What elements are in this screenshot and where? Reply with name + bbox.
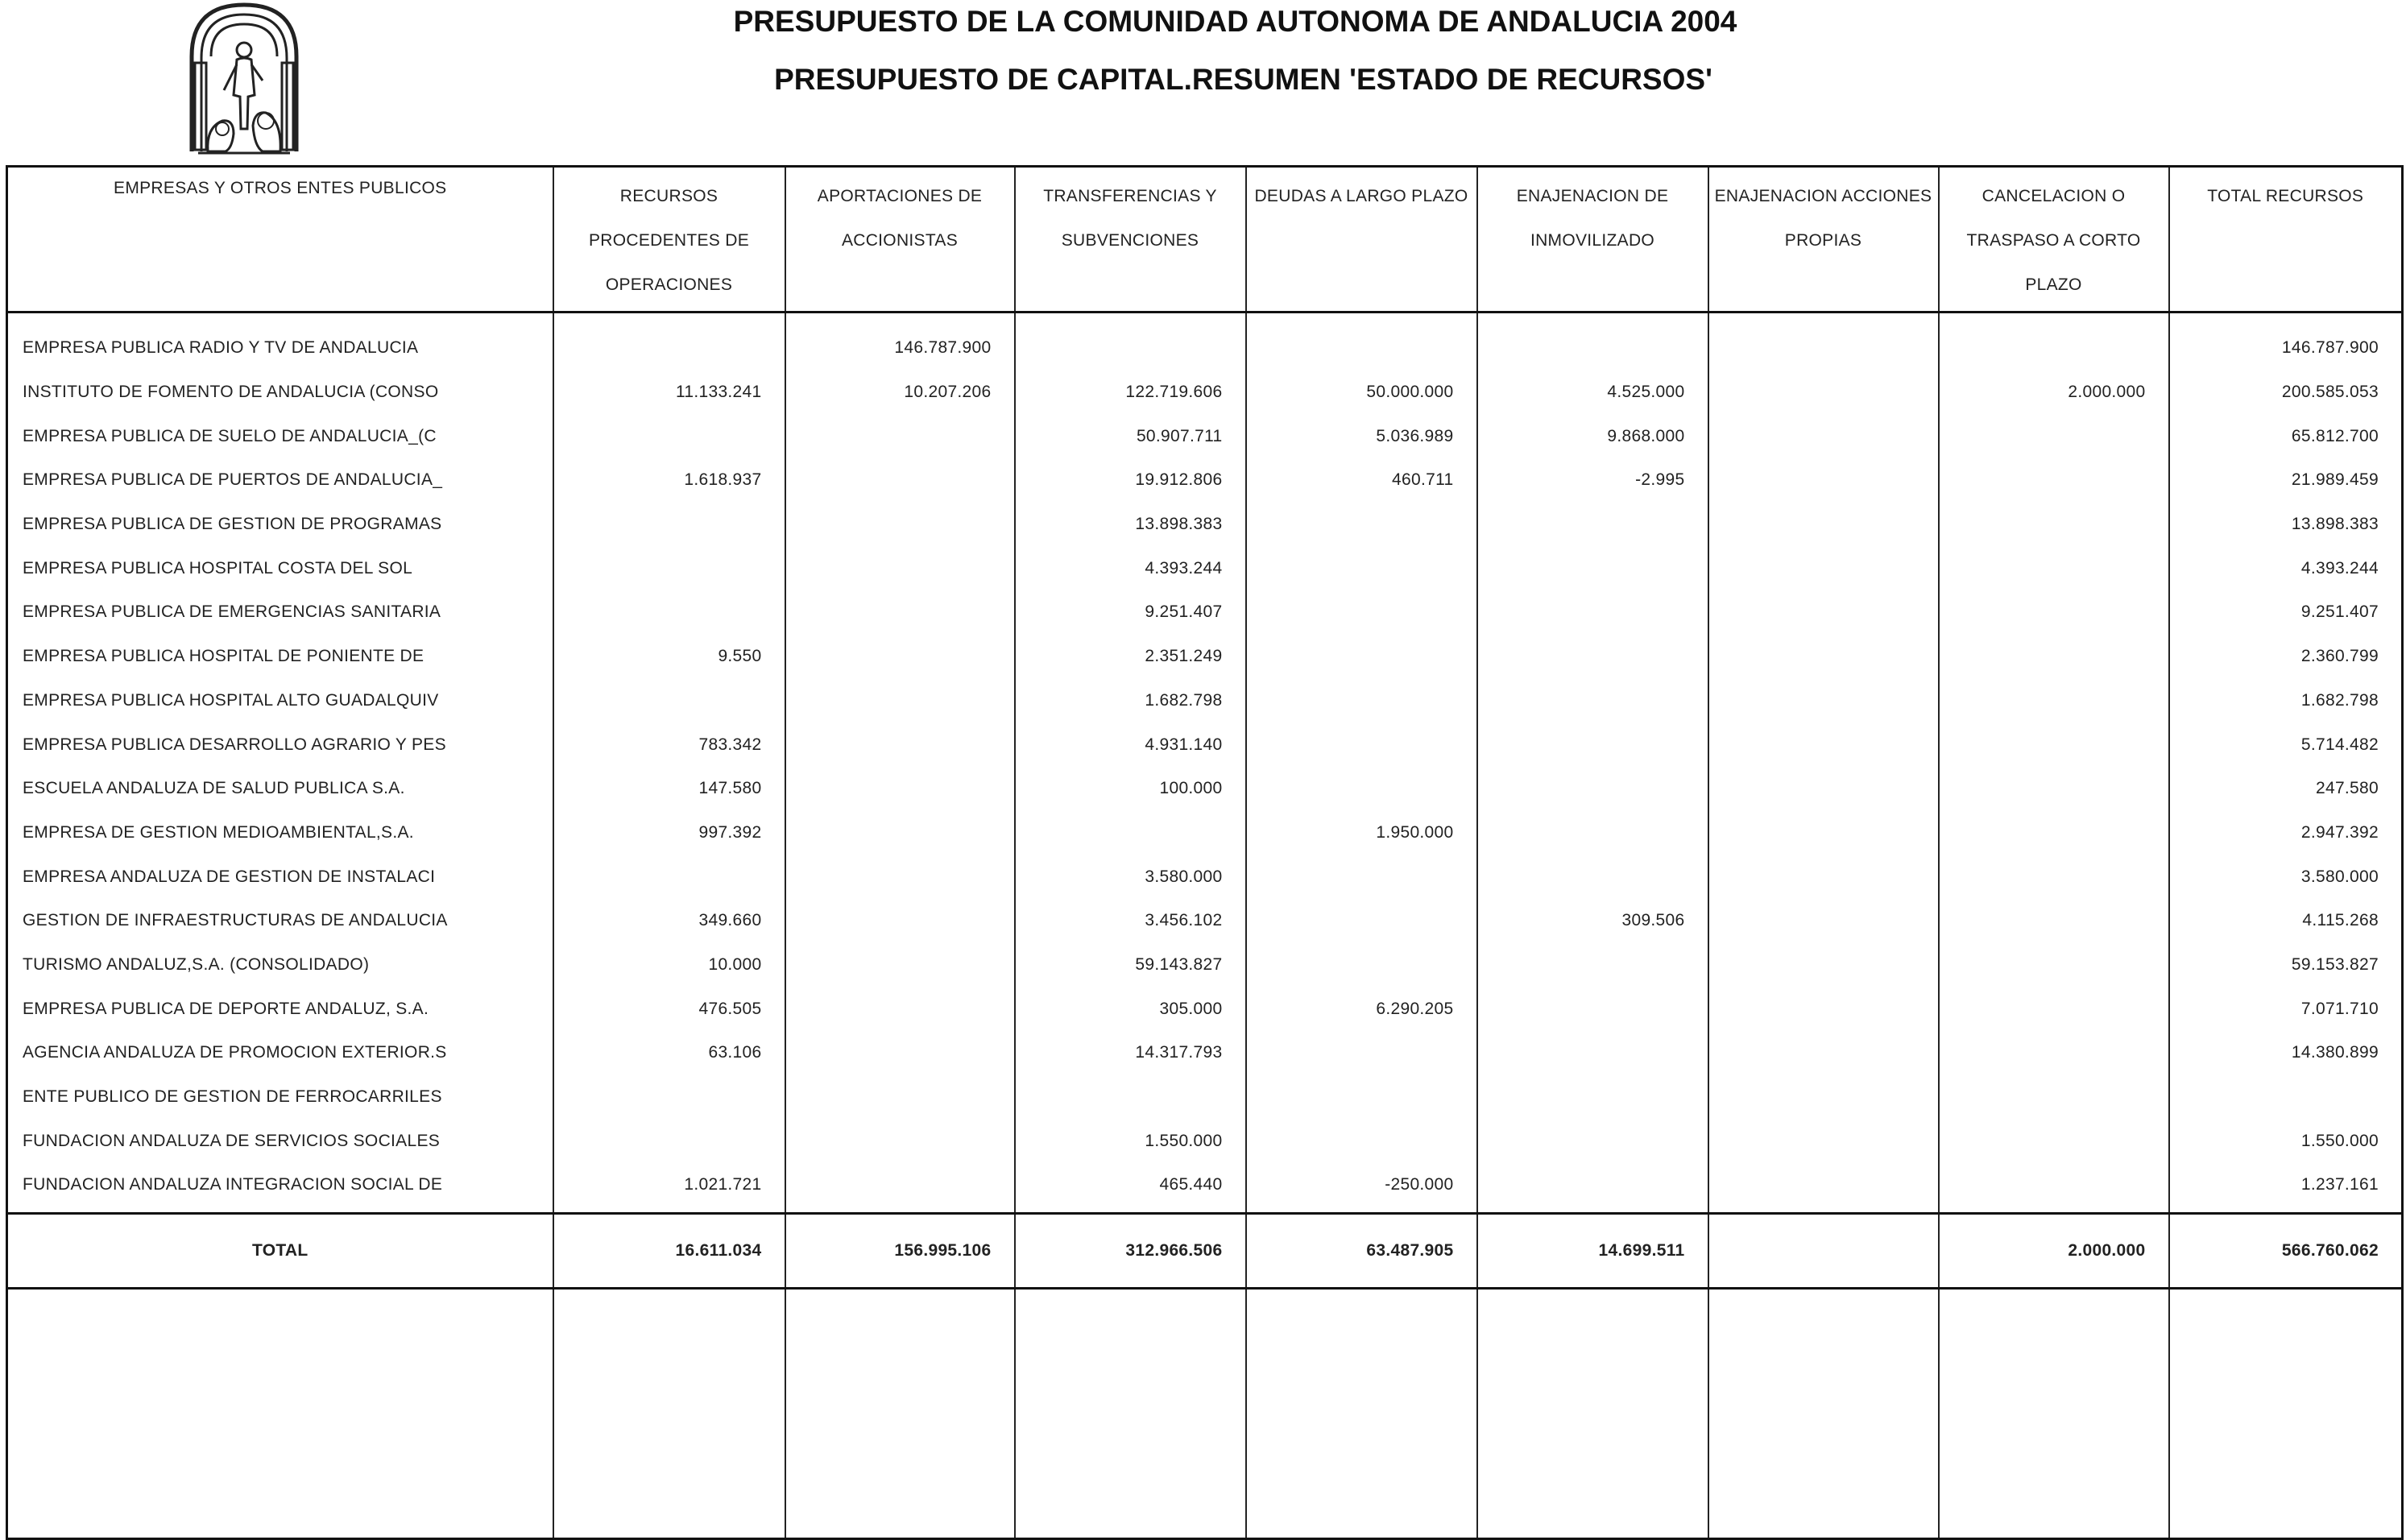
amount-cell — [553, 679, 785, 723]
amount-cell — [553, 590, 785, 635]
amount-cell: 63.106 — [553, 1031, 785, 1075]
amount-cell — [553, 326, 785, 371]
amount-cell — [1939, 899, 2169, 943]
total-row — [7, 1213, 2403, 1288]
amount-cell: 59.153.827 — [2169, 943, 2403, 987]
amount-cell — [1708, 899, 1939, 943]
amount-cell — [1477, 987, 1708, 1031]
amount-cell — [1708, 679, 1939, 723]
amount-cell — [1477, 546, 1708, 590]
entity-name-cell: TURISMO ANDALUZ,S.A. (CONSOLIDADO) — [7, 943, 553, 987]
amount-cell — [1246, 1119, 1477, 1163]
table-row — [7, 503, 2403, 547]
amount-cell — [1246, 1207, 1477, 1214]
amount-cell: 100.000 — [1015, 767, 1246, 811]
resources-table — [6, 165, 2404, 1540]
amount-cell: 14.380.899 — [2169, 1031, 2403, 1075]
amount-cell — [1708, 546, 1939, 590]
amount-cell — [785, 722, 1015, 767]
entity-name-cell: EMPRESA PUBLICA RADIO Y TV DE ANDALUCIA — [7, 326, 553, 371]
table-body — [7, 167, 2403, 1539]
entity-name-cell: INSTITUTO DE FOMENTO DE ANDALUCIA (CONSO — [7, 371, 553, 415]
amount-cell: 566.760.062 — [2169, 1213, 2403, 1288]
entity-name-cell: EMPRESA PUBLICA HOSPITAL COSTA DEL SOL — [7, 546, 553, 590]
table-row — [7, 1119, 2403, 1163]
amount-cell: 2.360.799 — [2169, 635, 2403, 679]
entity-name-cell: FUNDACION ANDALUZA DE SERVICIOS SOCIALES — [7, 1119, 553, 1163]
amount-cell — [1477, 943, 1708, 987]
amount-cell — [1246, 503, 1477, 547]
table-row — [7, 590, 2403, 635]
amount-cell: -250.000 — [1246, 1163, 1477, 1207]
table-row — [7, 722, 2403, 767]
amount-cell: 4.393.244 — [2169, 546, 2403, 590]
amount-cell — [1246, 855, 1477, 899]
amount-cell — [785, 590, 1015, 635]
amount-cell — [1708, 371, 1939, 415]
column-header: TRANSFERENCIAS Y SUBVENCIONES — [1015, 167, 1246, 313]
amount-cell — [1246, 943, 1477, 987]
amount-cell — [1246, 899, 1477, 943]
amount-cell: 14.317.793 — [1015, 1031, 1246, 1075]
amount-cell: 783.342 — [553, 722, 785, 767]
amount-cell — [785, 1288, 1015, 1538]
amount-cell: 10.207.206 — [785, 371, 1015, 415]
entity-name-cell: GESTION DE INFRAESTRUCTURAS DE ANDALUCIA — [7, 899, 553, 943]
column-header: EMPRESAS Y OTROS ENTES PUBLICOS — [7, 167, 553, 313]
amount-cell: 4.525.000 — [1477, 371, 1708, 415]
amount-cell — [1939, 1031, 2169, 1075]
amount-cell: 460.711 — [1246, 458, 1477, 503]
amount-cell: 9.251.407 — [2169, 590, 2403, 635]
amount-cell — [1477, 1163, 1708, 1207]
amount-cell — [1246, 590, 1477, 635]
amount-cell — [2169, 1075, 2403, 1120]
table-row — [7, 855, 2403, 899]
amount-cell — [1477, 326, 1708, 371]
amount-cell — [1246, 635, 1477, 679]
table-row — [7, 899, 2403, 943]
amount-cell — [1939, 503, 2169, 547]
column-header: APORTACIONES DE ACCIONISTAS — [785, 167, 1015, 313]
amount-cell: 1.682.798 — [1015, 679, 1246, 723]
amount-cell: 997.392 — [553, 811, 785, 855]
amount-cell — [1939, 635, 2169, 679]
amount-cell — [1708, 1213, 1939, 1288]
amount-cell — [1477, 590, 1708, 635]
amount-cell — [1015, 811, 1246, 855]
amount-cell — [1015, 1075, 1246, 1120]
amount-cell: 4.393.244 — [1015, 546, 1246, 590]
table-row — [7, 635, 2403, 679]
amount-cell: 3.580.000 — [2169, 855, 2403, 899]
amount-cell — [1477, 1288, 1708, 1538]
amount-cell: 4.115.268 — [2169, 899, 2403, 943]
amount-cell — [1246, 1075, 1477, 1120]
amount-cell: 1.550.000 — [2169, 1119, 2403, 1163]
amount-cell: 13.898.383 — [2169, 503, 2403, 547]
amount-cell — [785, 414, 1015, 458]
amount-cell: 1.682.798 — [2169, 679, 2403, 723]
column-header: ENAJENACION DE INMOVILIZADO — [1477, 167, 1708, 313]
amount-cell — [1246, 722, 1477, 767]
table-row — [7, 943, 2403, 987]
amount-cell — [553, 1207, 785, 1214]
amount-cell — [2169, 1207, 2403, 1214]
amount-cell — [1708, 1207, 1939, 1214]
amount-cell — [553, 1288, 785, 1538]
table-row — [7, 987, 2403, 1031]
amount-cell — [1246, 1288, 1477, 1538]
entity-name-cell: EMPRESA PUBLICA DE EMERGENCIAS SANITARIA — [7, 590, 553, 635]
amount-cell — [553, 503, 785, 547]
entity-name-cell: EMPRESA PUBLICA DE PUERTOS DE ANDALUCIA_ — [7, 458, 553, 503]
amount-cell — [785, 811, 1015, 855]
entity-name-cell: FUNDACION ANDALUZA INTEGRACION SOCIAL DE — [7, 1163, 553, 1207]
amount-cell — [1939, 722, 2169, 767]
amount-cell — [1939, 855, 2169, 899]
amount-cell — [1708, 1075, 1939, 1120]
table-row — [7, 767, 2403, 811]
amount-cell: 11.133.241 — [553, 371, 785, 415]
amount-cell — [1708, 855, 1939, 899]
amount-cell: 309.506 — [1477, 899, 1708, 943]
amount-cell — [1477, 811, 1708, 855]
amount-cell — [1246, 679, 1477, 723]
amount-cell: 13.898.383 — [1015, 503, 1246, 547]
amount-cell — [785, 546, 1015, 590]
entity-name-cell: TOTAL — [7, 1213, 553, 1288]
amount-cell — [1708, 503, 1939, 547]
table-row — [7, 371, 2403, 415]
amount-cell: 312.966.506 — [1015, 1213, 1246, 1288]
amount-cell — [1477, 679, 1708, 723]
entity-name-cell: EMPRESA ANDALUZA DE GESTION DE INSTALACI — [7, 855, 553, 899]
entity-name-cell: EMPRESA PUBLICA DE SUELO DE ANDALUCIA_(C — [7, 414, 553, 458]
amount-cell — [1708, 722, 1939, 767]
amount-cell — [785, 943, 1015, 987]
entity-name-cell: EMPRESA PUBLICA HOSPITAL DE PONIENTE DE — [7, 635, 553, 679]
amount-cell — [1477, 767, 1708, 811]
entity-name-cell: EMPRESA PUBLICA HOSPITAL ALTO GUADALQUIV — [7, 679, 553, 723]
amount-cell — [1939, 811, 2169, 855]
amount-cell: 16.611.034 — [553, 1213, 785, 1288]
amount-cell — [785, 1075, 1015, 1120]
amount-cell — [785, 767, 1015, 811]
amount-cell — [785, 458, 1015, 503]
amount-cell — [1939, 414, 2169, 458]
amount-cell — [1708, 635, 1939, 679]
amount-cell: 1.550.000 — [1015, 1119, 1246, 1163]
amount-cell — [1477, 1031, 1708, 1075]
amount-cell: 3.456.102 — [1015, 899, 1246, 943]
amount-cell: -2.995 — [1477, 458, 1708, 503]
amount-cell — [785, 899, 1015, 943]
amount-cell: 146.787.900 — [2169, 326, 2403, 371]
amount-cell: 247.580 — [2169, 767, 2403, 811]
amount-cell: 10.000 — [553, 943, 785, 987]
table-row — [7, 679, 2403, 723]
amount-cell — [1477, 503, 1708, 547]
amount-cell — [1708, 458, 1939, 503]
amount-cell: 1.950.000 — [1246, 811, 1477, 855]
amount-cell — [785, 503, 1015, 547]
amount-cell: 50.000.000 — [1246, 371, 1477, 415]
amount-cell: 1.237.161 — [2169, 1163, 2403, 1207]
entity-name-cell — [7, 1207, 553, 1214]
entity-name-cell: ENTE PUBLICO DE GESTION DE FERROCARRILES — [7, 1075, 553, 1120]
entity-name-cell: AGENCIA ANDALUZA DE PROMOCION EXTERIOR.S — [7, 1031, 553, 1075]
table-header-row — [7, 167, 2403, 313]
amount-cell — [1015, 1207, 1246, 1214]
table-row — [7, 546, 2403, 590]
table-row — [7, 326, 2403, 371]
entity-name-cell: EMPRESA PUBLICA DE DEPORTE ANDALUZ, S.A. — [7, 987, 553, 1031]
amount-cell — [785, 1207, 1015, 1214]
amount-cell — [785, 1119, 1015, 1163]
amount-cell: 4.931.140 — [1015, 722, 1246, 767]
blank-row — [7, 1288, 2403, 1538]
amount-cell: 2.947.392 — [2169, 811, 2403, 855]
amount-cell — [785, 987, 1015, 1031]
table-row — [7, 1031, 2403, 1075]
table-row — [7, 1075, 2403, 1120]
column-header: CANCELACION O TRASPASO A CORTO PLAZO — [1939, 167, 2169, 313]
spacer-row — [7, 1207, 2403, 1214]
amount-cell — [553, 414, 785, 458]
amount-cell — [1708, 767, 1939, 811]
column-header: DEUDAS A LARGO PLAZO — [1246, 167, 1477, 313]
amount-cell: 9.550 — [553, 635, 785, 679]
amount-cell — [1015, 326, 1246, 371]
amount-cell — [785, 679, 1015, 723]
amount-cell — [1939, 943, 2169, 987]
amount-cell: 65.812.700 — [2169, 414, 2403, 458]
amount-cell — [1708, 1031, 1939, 1075]
page-title: PRESUPUESTO DE LA COMUNIDAD AUTONOMA DE ANDALUCIA 2004 — [733, 5, 1737, 38]
amount-cell — [553, 1119, 785, 1163]
amount-cell — [1015, 1288, 1246, 1538]
amount-cell: 476.505 — [553, 987, 785, 1031]
amount-cell: 6.290.205 — [1246, 987, 1477, 1031]
amount-cell — [1477, 1119, 1708, 1163]
amount-cell: 21.989.459 — [2169, 458, 2403, 503]
amount-cell: 63.487.905 — [1246, 1213, 1477, 1288]
amount-cell — [553, 546, 785, 590]
amount-cell — [785, 855, 1015, 899]
amount-cell: 122.719.606 — [1015, 371, 1246, 415]
amount-cell — [1939, 1207, 2169, 1214]
amount-cell — [1939, 1119, 2169, 1163]
amount-cell — [1708, 326, 1939, 371]
amount-cell: 59.143.827 — [1015, 943, 1246, 987]
amount-cell — [785, 1163, 1015, 1207]
column-header: RECURSOS PROCEDENTES DE OPERACIONES — [553, 167, 785, 313]
amount-cell — [1246, 326, 1477, 371]
amount-cell: 2.351.249 — [1015, 635, 1246, 679]
amount-cell — [1708, 1163, 1939, 1207]
amount-cell — [1939, 1075, 2169, 1120]
amount-cell — [1939, 1163, 2169, 1207]
amount-cell: 9.251.407 — [1015, 590, 1246, 635]
amount-cell — [1477, 1207, 1708, 1214]
amount-cell: 14.699.511 — [1477, 1213, 1708, 1288]
amount-cell: 9.868.000 — [1477, 414, 1708, 458]
amount-cell — [1939, 458, 2169, 503]
entity-name-cell: EMPRESA PUBLICA DESARROLLO AGRARIO Y PES — [7, 722, 553, 767]
amount-cell — [1246, 767, 1477, 811]
amount-cell: 3.580.000 — [1015, 855, 1246, 899]
amount-cell — [1939, 546, 2169, 590]
amount-cell — [1939, 326, 2169, 371]
entity-name-cell: ESCUELA ANDALUZA DE SALUD PUBLICA S.A. — [7, 767, 553, 811]
amount-cell — [1477, 635, 1708, 679]
amount-cell — [1708, 1119, 1939, 1163]
amount-cell — [1708, 414, 1939, 458]
amount-cell — [1708, 1288, 1939, 1538]
spacer-row — [7, 313, 2403, 327]
amount-cell: 146.787.900 — [785, 326, 1015, 371]
column-header: TOTAL RECURSOS — [2169, 167, 2403, 313]
amount-cell: 200.585.053 — [2169, 371, 2403, 415]
amount-cell — [1939, 767, 2169, 811]
column-header: ENAJENACION ACCIONES PROPIAS — [1708, 167, 1939, 313]
amount-cell: 50.907.711 — [1015, 414, 1246, 458]
amount-cell — [1246, 1031, 1477, 1075]
amount-cell: 5.036.989 — [1246, 414, 1477, 458]
amount-cell: 1.618.937 — [553, 458, 785, 503]
amount-cell — [553, 1075, 785, 1120]
amount-cell: 5.714.482 — [2169, 722, 2403, 767]
amount-cell: 147.580 — [553, 767, 785, 811]
amount-cell: 156.995.106 — [785, 1213, 1015, 1288]
amount-cell — [2169, 1288, 2403, 1538]
entity-name-cell: EMPRESA PUBLICA DE GESTION DE PROGRAMAS — [7, 503, 553, 547]
page-subtitle: PRESUPUESTO DE CAPITAL.RESUMEN 'ESTADO DE RECURSOS' — [774, 63, 1712, 96]
amount-cell — [553, 855, 785, 899]
amount-cell: 305.000 — [1015, 987, 1246, 1031]
amount-cell — [1477, 1075, 1708, 1120]
entity-name-cell — [7, 1288, 553, 1538]
amount-cell — [1708, 943, 1939, 987]
table-row — [7, 1163, 2403, 1207]
table-row — [7, 414, 2403, 458]
amount-cell — [1939, 590, 2169, 635]
amount-cell — [785, 1031, 1015, 1075]
amount-cell: 465.440 — [1015, 1163, 1246, 1207]
amount-cell — [1477, 855, 1708, 899]
table-row — [7, 458, 2403, 503]
amount-cell — [1477, 722, 1708, 767]
amount-cell — [1939, 1288, 2169, 1538]
amount-cell: 19.912.806 — [1015, 458, 1246, 503]
amount-cell — [1246, 546, 1477, 590]
amount-cell — [1939, 679, 2169, 723]
amount-cell: 7.071.710 — [2169, 987, 2403, 1031]
amount-cell: 349.660 — [553, 899, 785, 943]
amount-cell — [1708, 590, 1939, 635]
amount-cell: 2.000.000 — [1939, 1213, 2169, 1288]
amount-cell: 1.021.721 — [553, 1163, 785, 1207]
amount-cell — [1708, 987, 1939, 1031]
amount-cell — [1708, 811, 1939, 855]
amount-cell — [785, 635, 1015, 679]
table-row — [7, 811, 2403, 855]
amount-cell — [1939, 987, 2169, 1031]
entity-name-cell: EMPRESA DE GESTION MEDIOAMBIENTAL,S.A. — [7, 811, 553, 855]
amount-cell: 2.000.000 — [1939, 371, 2169, 415]
